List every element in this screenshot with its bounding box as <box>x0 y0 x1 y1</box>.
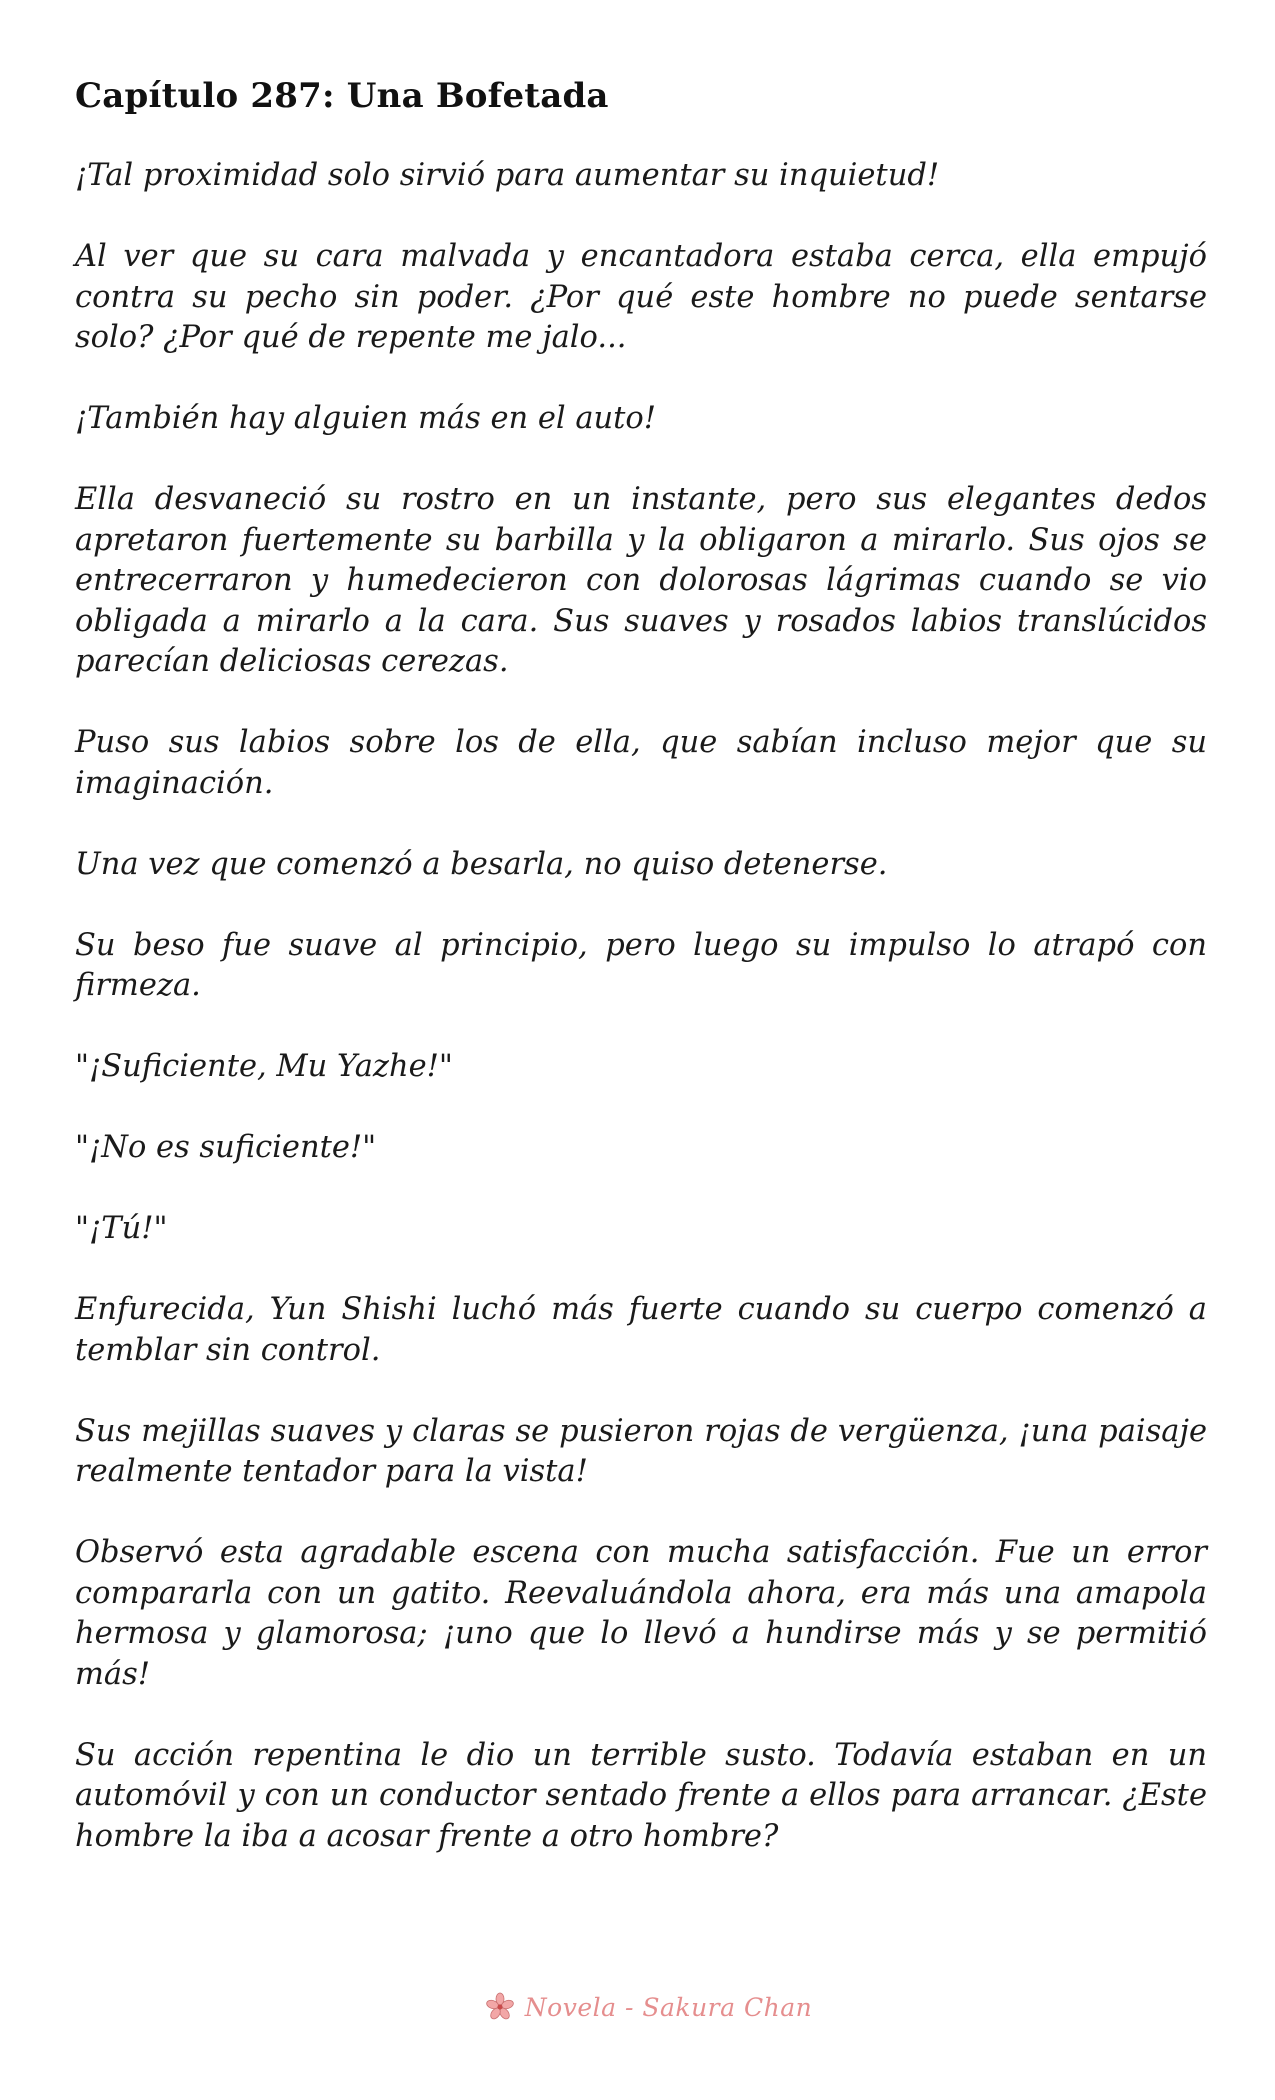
paragraph: Una vez que comenzó a besarla, no quiso detenerse. <box>75 846 888 882</box>
watermark-text: Novela - Sakura Chan <box>524 1992 813 2022</box>
watermark-inner <box>483 1990 812 2024</box>
paragraph: Su acción repentina le dio un terrible susto. Todavía estaban en un automóvil y con un conductor sentado frente a ellos para arrancar. ¿Este hombre la iba a acosar frente a otro hombre? <box>75 1737 1207 1854</box>
sakura-flower-icon <box>483 1990 517 2024</box>
paragraph: Al ver que su cara malvada y encantadora estaba cerca, ella empujó contra su pecho sin poder. ¿Por qué este hombre no puede sentarse solo? ¿Por qué de repente me jalo... <box>75 239 1207 355</box>
paragraph: ¡Tal proximidad solo sirvió para aumentar su inquietud! <box>75 158 940 193</box>
paragraph: "¡Suficiente, Mu Yazhe!" <box>75 1049 453 1084</box>
paragraph: Sus mejillas suaves y claras se pusieron rojas de vergüenza, ¡una paisaje realmente tentador para la vista! <box>75 1413 1207 1489</box>
paragraph: ¡También hay alguien más en el auto! <box>75 401 657 436</box>
watermark <box>0 1990 1275 2024</box>
paragraph: Su beso fue suave al principio, pero luego su impulso lo atrapó con firmeza. <box>75 927 1207 1003</box>
paragraph: Ella desvaneció su rostro en un instante, pero sus elegantes dedos apretaron fuertemente su barbilla y la obligaron a mirarlo. Sus ojos se entrecerraron y humedecieron con dolorosas lágrimas cuando se vio obligada a mirarlo a la cara. Sus suaves y rosados labios translúcidos parecían deliciosas cerezas. <box>75 482 1207 679</box>
chapter-title: Capítulo 287: Una Bofetada <box>75 76 609 116</box>
paragraph: "¡No es suficiente!" <box>75 1130 377 1165</box>
paragraph: "¡Tú!" <box>75 1211 168 1246</box>
paragraph: Puso sus labios sobre los de ella, que sabían incluso mejor que su imaginación. <box>75 725 1207 801</box>
paragraph: Enfurecida, Yun Shishi luchó más fuerte cuando su cuerpo comenzó a temblar sin control. <box>75 1292 1207 1368</box>
paragraph: Observó esta agradable escena con mucha satisfacción. Fue un error compararla con un gatito. Reevaluándola ahora, era más una amapola hermosa y glamorosa; ¡uno que lo llevó a hundirse más y se permitió más! <box>75 1535 1207 1692</box>
